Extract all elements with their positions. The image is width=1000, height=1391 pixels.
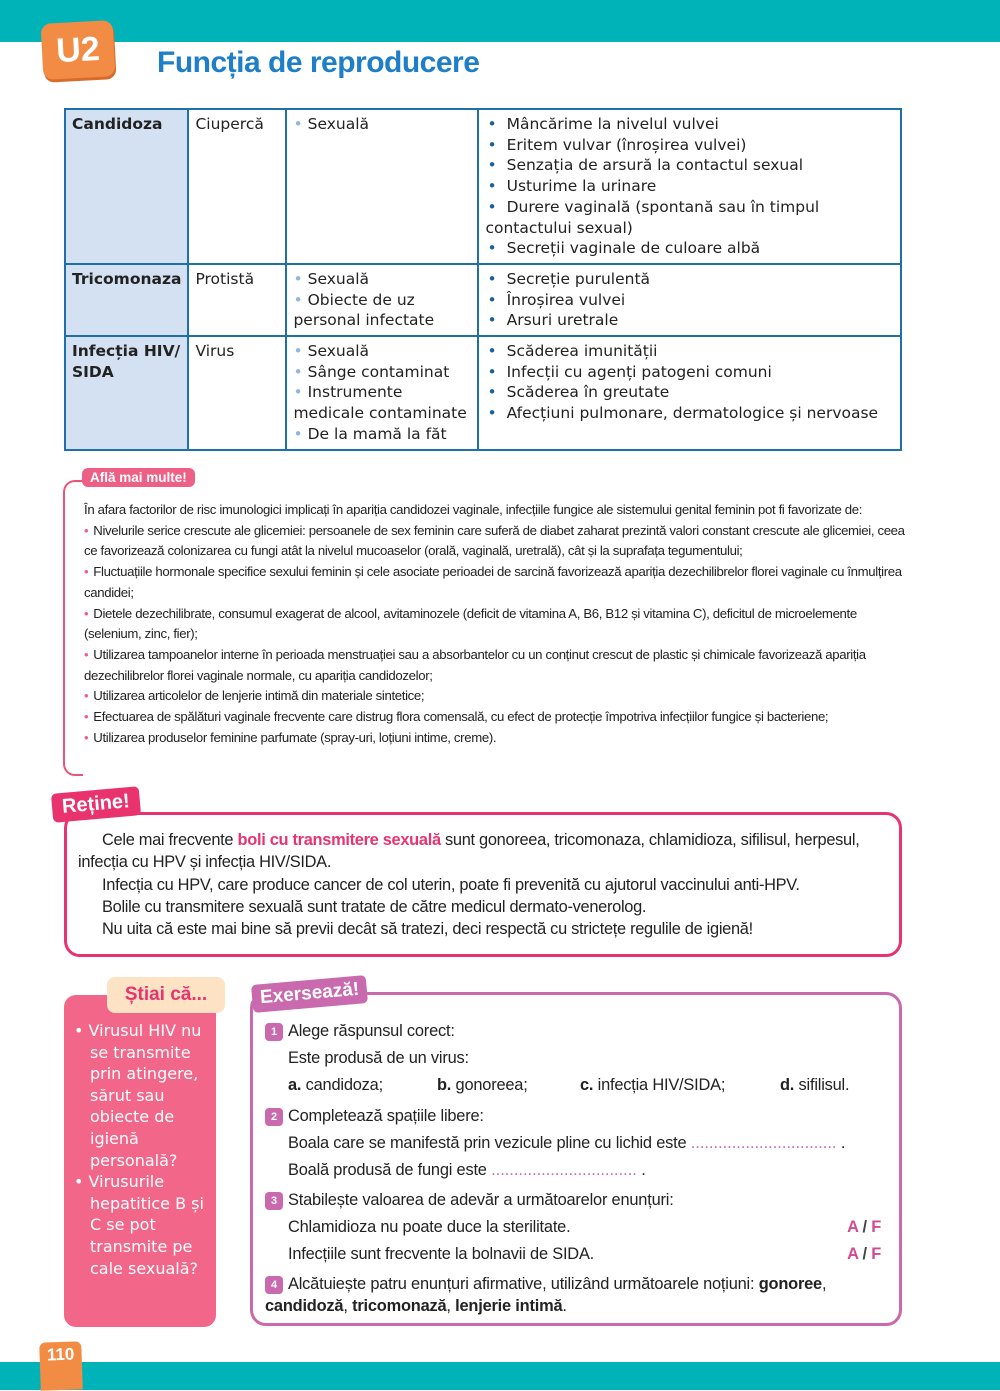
exerseaza-label: Exersează! (251, 975, 368, 1013)
afla-intro: În afara factorilor de risc imunologici implicați în apariția candidozei vaginale, infecțiile fungice ale sistemului genital feminin pot fi favorizate de: (84, 502, 863, 517)
term: candidoză (265, 1297, 344, 1315)
symptom-item: • Scăderea imunității (485, 341, 894, 362)
symptom-item: • Durere vaginală (spontană sau în timpul contactului sexual) (485, 197, 894, 238)
transmission-item: • Sexuală (293, 269, 471, 290)
afla-item: • Utilizarea tampoanelor interne în perioada menstruației sau a absorbantelor cu un conținut crescut de plastic și chimicale favorizează apariția dezechilibrelor florei vaginale normale, cu apariția candidozelor; (84, 645, 909, 686)
diseases-table (64, 108, 902, 451)
transmission-cell (286, 264, 478, 336)
retine-content (78, 829, 898, 940)
exercise-prompt: Alege răspunsul corect: (288, 1022, 455, 1040)
retine-paragraph: Infecția cu HPV, care produce cancer de col uterin, poate fi prevenită cu ajutorul vaccinului anti-HPV. (102, 875, 800, 894)
stiai-item-text: Virusul HIV nu se transmite prin atingere, sărut sau obiecte de igienă personală? (88, 1021, 202, 1170)
retine-label: Reține! (51, 786, 141, 823)
afla-item: • Efectuarea de spălături vaginale frecvente care distrug flora comensală, cu efect de protecție împotriva infecțiilor fungice și bacteriene; (84, 707, 909, 728)
statement (265, 1216, 895, 1238)
table-row (65, 336, 901, 450)
option-key: b. (437, 1076, 452, 1094)
term: gonoree (758, 1275, 822, 1293)
bottom-banner (0, 1362, 1000, 1390)
true-false-choice[interactable] (847, 1216, 881, 1238)
disease-name: Tricomonaza (65, 264, 188, 336)
fill-line (265, 1132, 895, 1154)
afla-item: • Dietele dezechilibrate, consumul exagerat de alcool, avitaminozele (deficit de vitamina A, B6, B12 și vitamina C), deficitul de microelemente (selenium, zinc, fier); (84, 604, 909, 645)
exercise-number-badge: 1 (265, 1023, 283, 1041)
page-title: Funcția de reproducere (157, 46, 480, 79)
symptom-item: • Afecțiuni pulmonare, dermatologice și nervoase (485, 403, 894, 424)
true-option[interactable]: A (847, 1245, 859, 1263)
transmission-cell (286, 109, 478, 264)
table-row (65, 109, 901, 264)
transmission-item: • Sexuală (293, 341, 471, 362)
retine-text: Cele mai frecvente (102, 831, 238, 849)
disease-agent: Ciupercă (188, 109, 286, 264)
true-option[interactable]: A (847, 1218, 859, 1236)
table-row (65, 264, 901, 336)
symptoms-cell (478, 109, 901, 264)
false-option[interactable]: F (871, 1218, 881, 1236)
fill-text: Boală produsă de fungi este (288, 1161, 487, 1179)
term: tricomonază (352, 1297, 447, 1315)
page-number: 110 (39, 1341, 83, 1390)
blank-field[interactable]: ................................ (491, 1161, 637, 1179)
symptom-item: • Infecții cu agenți patogeni comuni (485, 362, 894, 383)
stiai-item-text: Virusurile hepatitice B și C se pot transmite pe cale sexuală? (88, 1172, 204, 1278)
disease-agent: Virus (188, 336, 286, 450)
transmission-cell (286, 336, 478, 450)
fill-end: . (641, 1161, 646, 1179)
option-key: a. (288, 1076, 302, 1094)
exercise-prompt: Completează spațiile libere: (288, 1107, 484, 1125)
stiai-content (74, 1020, 214, 1279)
symptom-item: • Senzația de arsură la contactul sexual (485, 155, 894, 176)
afla-item: • Utilizarea articolelor de lenjerie intimă din materiale sintetice; (84, 686, 909, 707)
retine-text: sunt gonoreea, tricomonaza, chlamidioza, sifilisul, herpesul, infecția cu HPV și infecția HIV/SIDA. (78, 831, 860, 872)
retine-paragraph: Bolile cu transmitere sexuală sunt tratate de către medicul dermato-venerolog. (102, 897, 647, 916)
term: lenjerie intimă (455, 1297, 563, 1315)
exercise-2 (265, 1105, 895, 1181)
option-text: candidoza; (305, 1076, 383, 1094)
symptom-item: • Mâncărime la nivelul vulvei (485, 114, 894, 135)
stiai-label: Știai că... (107, 977, 225, 1013)
symptom-item: • Scăderea în greutate (485, 382, 894, 403)
afla-item: • Utilizarea produselor feminine parfumate (spray-uri, loțiuni intime, creme). (84, 728, 909, 749)
symptoms-cell (478, 336, 901, 450)
option-key: c. (580, 1076, 594, 1094)
symptom-item: • Înroșirea vulvei (485, 290, 894, 311)
statement (265, 1243, 895, 1265)
transmission-item: • Sânge contaminat (293, 362, 471, 383)
exercise-4: 4 Alcătuiește patru enunțuri afirmative, utilizând următoarele noțiuni: gonoree, candidoză, tricomonază, lenjerie intimă. (265, 1275, 827, 1315)
option-c[interactable] (580, 1074, 725, 1096)
transmission-item: • Sexuală (293, 114, 471, 135)
separator: / (862, 1245, 867, 1263)
fill-end: . (840, 1134, 846, 1152)
exercise-options (265, 1074, 895, 1096)
afla-item: • Nivelurile serice crescute ale glicemiei: persoanele de sex feminin care suferă de diabet zaharat prezintă valori constant crescute ale glicemiei, ceea ce favorizează colonizarea cu fungi atât la nivelul mucoaselor (orală, vaginală, uretrală), cât și la suprafața tegumentului; (84, 521, 909, 562)
top-banner (0, 0, 1000, 42)
statement-text: Infecțiile sunt frecvente la bolnavii de SIDA. (288, 1245, 595, 1263)
option-key: d. (780, 1076, 795, 1094)
stiai-item: • Virusurile hepatitice B și C se pot transmite pe cale sexuală? (74, 1172, 204, 1278)
true-false-choice[interactable] (847, 1243, 881, 1265)
retine-highlight: boli cu transmitere sexuală (237, 831, 441, 849)
afla-content (84, 500, 909, 748)
statement-text: Chlamidioza nu poate duce la sterilitate. (288, 1218, 571, 1236)
option-d[interactable] (780, 1074, 849, 1096)
false-option[interactable]: F (871, 1245, 881, 1263)
transmission-item: • De la mamă la făt (293, 424, 471, 445)
separator: / (862, 1218, 867, 1236)
exercise-number-badge: 3 (265, 1192, 283, 1210)
exercise-prompt: Stabilește valoarea de adevăr a următoarelor enunțuri: (288, 1191, 674, 1209)
option-text: gonoreea; (455, 1076, 528, 1094)
option-text: infecția HIV/SIDA; (597, 1076, 726, 1094)
blank-field[interactable]: ................................ (690, 1134, 837, 1152)
fill-text: Boala care se manifestă prin vezicule pline cu lichid este (288, 1134, 687, 1152)
exercise-prompt: Alcătuiește patru enunțuri afirmative, utilizând următoarele noțiuni: (288, 1275, 755, 1293)
exercise-number-badge: 4 (265, 1276, 283, 1294)
exercise-question: Este produsă de un virus: (288, 1049, 469, 1067)
afla-item: • Fluctuațiile hormonale specifice sexului feminin și cele asociate perioadei de sarcină favorizează apariția dezechilibrelor florei vaginale cu înmulțirea candidei; (84, 562, 909, 603)
symptom-item: • Secreție purulentă (485, 269, 894, 290)
option-b[interactable] (437, 1074, 528, 1096)
afla-bracket (63, 480, 83, 776)
exercise-number-badge: 2 (265, 1108, 283, 1126)
disease-name: Candidoza (65, 109, 188, 264)
symptoms-cell (478, 264, 901, 336)
option-text: sifilisul. (798, 1076, 850, 1094)
fill-line (265, 1159, 895, 1181)
exercise-3 (265, 1189, 895, 1265)
symptom-item: • Secreții vaginale de culoare albă (485, 238, 894, 259)
transmission-item: • Obiecte de uz personal infectate (293, 290, 471, 331)
exercise-1 (265, 1020, 895, 1096)
disease-agent: Protistă (188, 264, 286, 336)
stiai-item: • Virusul HIV nu se transmite prin atingere, sărut sau obiecte de igienă personală? (74, 1021, 202, 1170)
symptom-item: • Eritem vulvar (înroșirea vulvei) (485, 135, 894, 156)
unit-badge: U2 (41, 20, 116, 80)
transmission-item: • Instrumente medicale contaminate (293, 382, 471, 423)
option-a[interactable] (288, 1074, 383, 1096)
disease-name: Infecția HIV/ SIDA (65, 336, 188, 450)
retine-paragraph: Nu uita că este mai bine să previi decât să tratezi, deci respectă cu strictețe regulile de igienă! (102, 920, 753, 939)
retine-paragraph (78, 829, 898, 874)
symptom-item: • Arsuri uretrale (485, 310, 894, 331)
symptom-item: • Usturime la urinare (485, 176, 894, 197)
afla-label: Află mai multe! (82, 468, 195, 487)
